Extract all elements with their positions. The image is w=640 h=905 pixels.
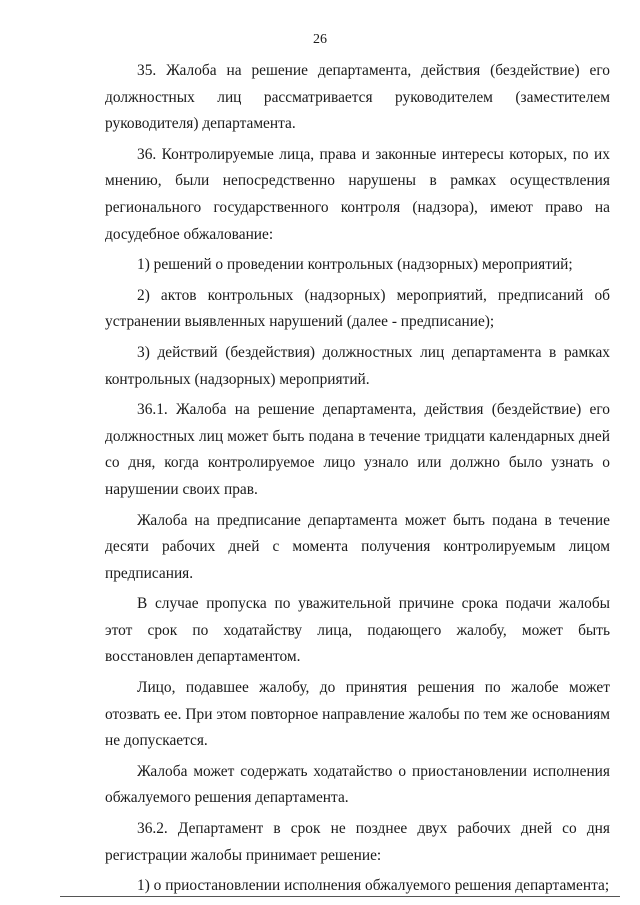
paragraph-36: 36. Контролируемые лица, права и законные интересы которых, по их мнению, были непосредственно нарушены в рамках осуществления регионального государственного контроля (надзора), имеют право на досудебное обжалование:	[105, 145, 610, 243]
paragraph-prescription-appeal: Жалоба на предписание департамента может быть подана в течение десяти рабочих дней с момента получения контролируемым лицом предписания.	[105, 511, 610, 582]
page-bottom-edge	[60, 896, 620, 897]
paragraph-36-item-1: 1) решений о проведении контрольных (надзорных) мероприятий;	[137, 256, 573, 274]
page-number: 26	[313, 32, 327, 47]
paragraph-complaint-withdrawal: Лицо, подавшее жалобу, до принятия решения по жалобе может отозвать ее. При этом повторное направление жалобы по тем же основаниям не допускается.	[105, 679, 610, 750]
paragraph-suspension-request: Жалоба может содержать ходатайство о приостановлении исполнения обжалуемого решения департамента.	[105, 762, 610, 807]
paragraph-36-2-item-1: 1) о приостановлении исполнения обжалуемого решения департамента;	[137, 877, 610, 895]
document-body	[105, 58, 610, 904]
paragraph-36-2: 36.2. Департамент в срок не позднее двух рабочих дней со дня регистрации жалобы принимает решение:	[105, 820, 610, 864]
paragraph-deadline-restoration: В случае пропуска по уважительной причине срока подачи жалобы этот срок по ходатайству лица, подающего жалобу, может быть восстановлен департаментом.	[105, 595, 610, 666]
paragraph-36-item-2: 2) актов контрольных (надзорных) мероприятий, предписаний об устранении выявленных нарушений (далее - предписание);	[105, 286, 610, 331]
paragraph-35: 35. Жалоба на решение департамента, действия (бездействие) его должностных лиц рассматривается руководителем (заместителем руководителя) департамента.	[105, 62, 610, 133]
paragraph-36-item-3: 3) действий (бездействия) должностных лиц департамента в рамках контрольных (надзорных) мероприятий.	[105, 343, 610, 388]
paragraph-36-1: 36.1. Жалоба на решение департамента, действия (бездействие) его должностных лиц может быть подана в течение тридцати календарных дней со дня, когда контролируемое лицо узнало или должно было узнать о нарушении своих прав.	[105, 401, 610, 498]
